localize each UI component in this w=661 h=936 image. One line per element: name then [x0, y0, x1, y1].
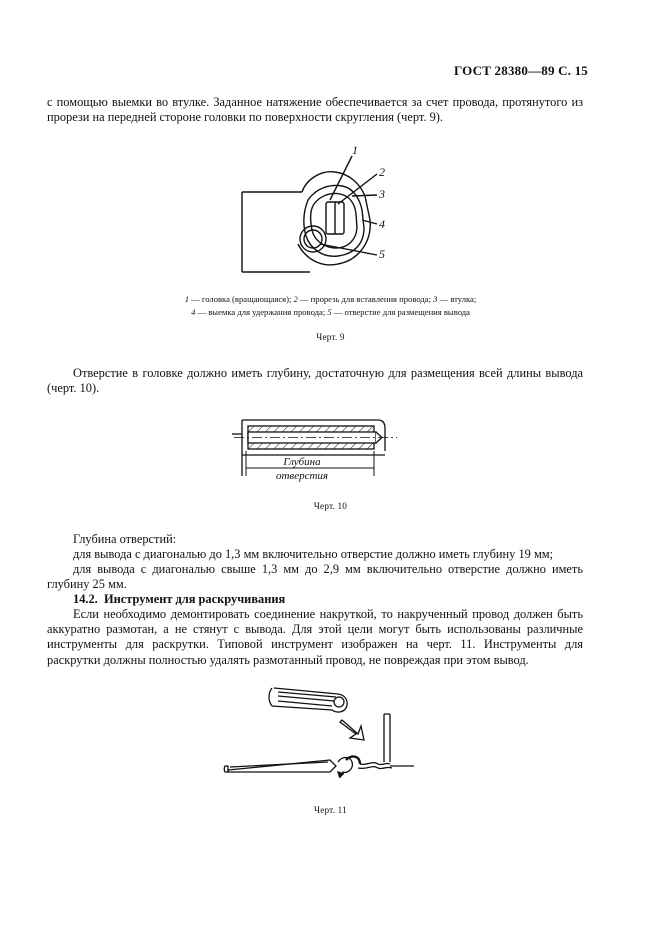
section-heading — [47, 592, 583, 607]
figure-9-legend — [0, 293, 661, 319]
callout-4: 4 — [379, 217, 385, 231]
depth-paragraph: Отверстие в головке должно иметь глубину, достаточную для размещения всей длины вывода (черт. 10). — [47, 366, 583, 396]
page-header: ГОСТ 28380—89 С. 15 — [454, 63, 588, 78]
callout-3: 3 — [379, 187, 385, 201]
figure-10-drawing — [232, 414, 402, 484]
legend-line-2 — [0, 306, 661, 319]
figure-11-drawing — [222, 682, 422, 782]
legend-text: — отверстие для размещения вывода — [331, 307, 470, 317]
legend-num: 3 — [433, 294, 438, 304]
fig10-label-line2: отверстия — [275, 470, 329, 482]
intro-paragraph: с помощью выемки во втулке. Заданное натяжение обеспечивается за счет провода, протянутого из прорези на передней стороне головки по поверхности скругления (черт. 9). — [47, 95, 583, 125]
figure-9-caption: Черт. 9 — [316, 332, 345, 342]
figure-11-caption: Черт. 11 — [314, 805, 347, 815]
figure-9-drawing — [230, 140, 430, 280]
depth-list-item-2: для вывода с диагональю свыше 1,3 мм до 2,9 мм включительно отверстие должно иметь глубину 25 мм. — [47, 562, 583, 592]
depth-list-title: Глубина отверстий: — [73, 532, 177, 546]
section-number: 14.2. — [73, 592, 98, 606]
legend-num: 4 — [191, 307, 196, 317]
callout-2: 2 — [379, 165, 385, 179]
legend-text: — выемка для удержания провода; — [195, 307, 328, 317]
legend-text: — прорезь для вставления провода; — [297, 294, 434, 304]
depth-list-item-1: для вывода с диагональю до 1,3 мм включительно отверстие должно иметь глубину 19 мм; — [73, 547, 554, 561]
legend-num: 1 — [184, 294, 190, 304]
fig10-label-line1: Глубина — [283, 456, 321, 468]
legend-num: 5 — [327, 307, 332, 317]
legend-text: — втулка; — [437, 294, 477, 304]
legend-num: 2 — [293, 294, 298, 304]
section-title: Инструмент для раскручивания — [103, 592, 286, 606]
section-body: Если необходимо демонтировать соединение накруткой, то накрученный провод должен быть аккуратно размотан, а не стянут с вывода. Для этой цели могут быть использованы различные инструменты для раскрутки. Типовой инструмент изображен на черт. 11. Инструменты для раскрутки должны полностью удалять размотанный провод, не повреждая при этом вывод. — [47, 607, 583, 667]
callout-1: 1 — [352, 143, 358, 157]
legend-line-1 — [0, 293, 661, 306]
callout-5: 5 — [379, 247, 385, 261]
legend-text: — головка (вращающаяся); — [189, 294, 294, 304]
figure-10-caption: Черт. 10 — [313, 501, 348, 511]
